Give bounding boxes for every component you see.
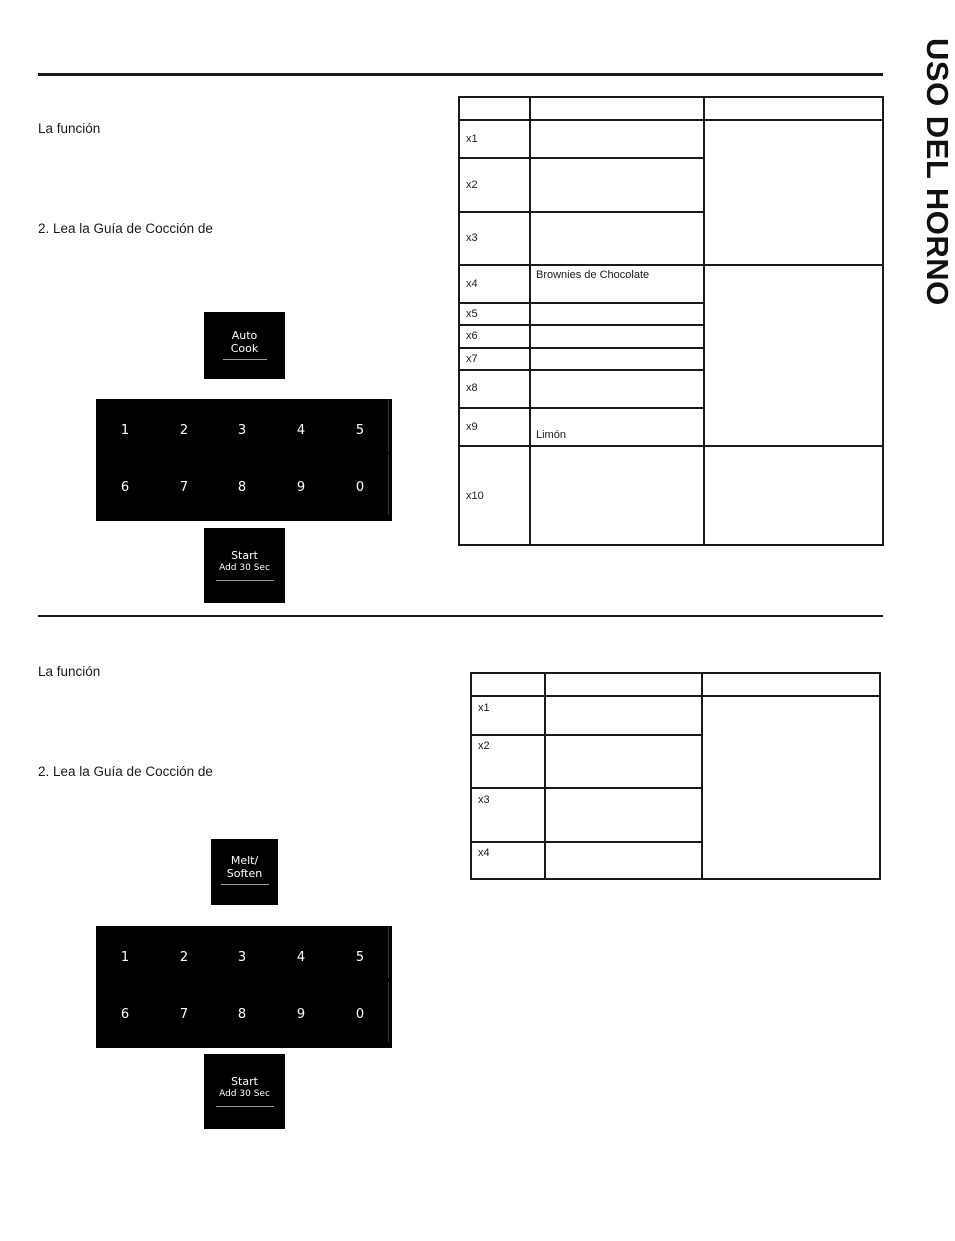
keypad-edge-notch xyxy=(388,982,392,1042)
table-row-code: x10 xyxy=(466,490,484,502)
table-header-divider xyxy=(460,119,882,121)
start-button[interactable] xyxy=(204,1054,285,1129)
table-row-code: x6 xyxy=(466,330,478,342)
key-4[interactable]: 4 xyxy=(296,423,306,438)
middle-divider xyxy=(38,615,883,617)
key-3[interactable]: 3 xyxy=(237,423,247,438)
table-row-divider xyxy=(460,211,705,213)
key-6[interactable]: 6 xyxy=(120,1007,130,1022)
auto-cook-label-2: Cook xyxy=(230,342,259,355)
key-5[interactable]: 5 xyxy=(355,423,365,438)
key-7[interactable]: 7 xyxy=(179,1007,189,1022)
key-2[interactable]: 2 xyxy=(179,423,189,438)
s2-number-keypad xyxy=(96,926,392,1048)
table-row-code: x7 xyxy=(466,353,478,365)
keypad-edge-notch xyxy=(388,399,392,451)
key-9[interactable]: 9 xyxy=(296,1007,306,1022)
keypad-edge-notch xyxy=(388,455,392,515)
key-7[interactable]: 7 xyxy=(179,480,189,495)
table-row-divider xyxy=(460,157,705,159)
key-8[interactable]: 8 xyxy=(237,480,247,495)
key-6[interactable]: 6 xyxy=(120,480,130,495)
table-row-code: x2 xyxy=(466,179,478,191)
start-underline xyxy=(216,580,274,581)
add-30-sec-label: Add 30 Sec xyxy=(219,563,270,573)
start-underline xyxy=(216,1106,274,1107)
table-row-code: x3 xyxy=(478,794,490,806)
table-row-code: x5 xyxy=(466,308,478,320)
side-section-title: USO DEL HORNO xyxy=(920,38,955,306)
s1-number-keypad xyxy=(96,399,392,521)
s2-intro-text: La función xyxy=(38,664,101,679)
key-1[interactable]: 1 xyxy=(120,950,130,965)
table-col-divider xyxy=(529,98,531,544)
table-row-divider xyxy=(472,734,703,736)
auto-cook-label-1: Auto xyxy=(231,329,258,342)
table-row-divider xyxy=(460,324,705,326)
key-1[interactable]: 1 xyxy=(120,423,130,438)
table-row-divider xyxy=(472,787,703,789)
table-row-code: x9 xyxy=(466,421,478,433)
s1-intro-text: La función xyxy=(38,121,101,136)
start-label: Start xyxy=(231,549,258,562)
table-group-divider xyxy=(460,445,882,447)
table-row-code: x3 xyxy=(466,232,478,244)
add-30-sec-label: Add 30 Sec xyxy=(219,1089,270,1099)
key-2[interactable]: 2 xyxy=(179,950,189,965)
table-row-code: x1 xyxy=(466,133,478,145)
table-row-divider xyxy=(472,841,703,843)
table-row-code: x4 xyxy=(478,847,490,859)
table-row-food: Limón xyxy=(536,429,566,441)
table-row-divider xyxy=(460,369,705,371)
key-5[interactable]: 5 xyxy=(355,950,365,965)
table-row-code: x8 xyxy=(466,382,478,394)
s2-cooking-table xyxy=(470,672,881,880)
table-row-divider xyxy=(460,302,705,304)
table-col-divider xyxy=(544,674,546,878)
table-group-divider xyxy=(460,264,882,266)
s2-step-2-text: 2. Lea la Guía de Cocción de xyxy=(38,764,213,779)
key-8[interactable]: 8 xyxy=(237,1007,247,1022)
auto-cook-button[interactable] xyxy=(204,312,285,379)
key-3[interactable]: 3 xyxy=(237,950,247,965)
auto-cook-underline xyxy=(223,359,267,360)
key-4[interactable]: 4 xyxy=(296,950,306,965)
table-header-divider xyxy=(472,695,879,697)
table-row-code: x1 xyxy=(478,702,490,714)
keypad-edge-notch xyxy=(388,926,392,978)
table-col-divider xyxy=(701,674,703,878)
table-row-divider xyxy=(460,347,705,349)
table-col-divider xyxy=(703,98,705,544)
melt-soften-label-2: Soften xyxy=(226,867,263,880)
start-button[interactable] xyxy=(204,528,285,603)
table-row-code: x2 xyxy=(478,740,490,752)
start-label: Start xyxy=(231,1075,258,1088)
table-row-food: Brownies de Chocolate xyxy=(536,269,650,281)
melt-soften-button[interactable] xyxy=(211,839,278,905)
table-row-divider xyxy=(460,407,705,409)
melt-soften-underline xyxy=(221,884,269,885)
key-0[interactable]: 0 xyxy=(355,480,365,495)
s1-step-2-text: 2. Lea la Guía de Cocción de xyxy=(38,221,213,236)
key-0[interactable]: 0 xyxy=(355,1007,365,1022)
s1-cooking-table xyxy=(458,96,884,546)
top-divider xyxy=(38,73,883,76)
key-9[interactable]: 9 xyxy=(296,480,306,495)
melt-soften-label-1: Melt/ xyxy=(230,854,259,867)
table-row-code: x4 xyxy=(466,278,478,290)
